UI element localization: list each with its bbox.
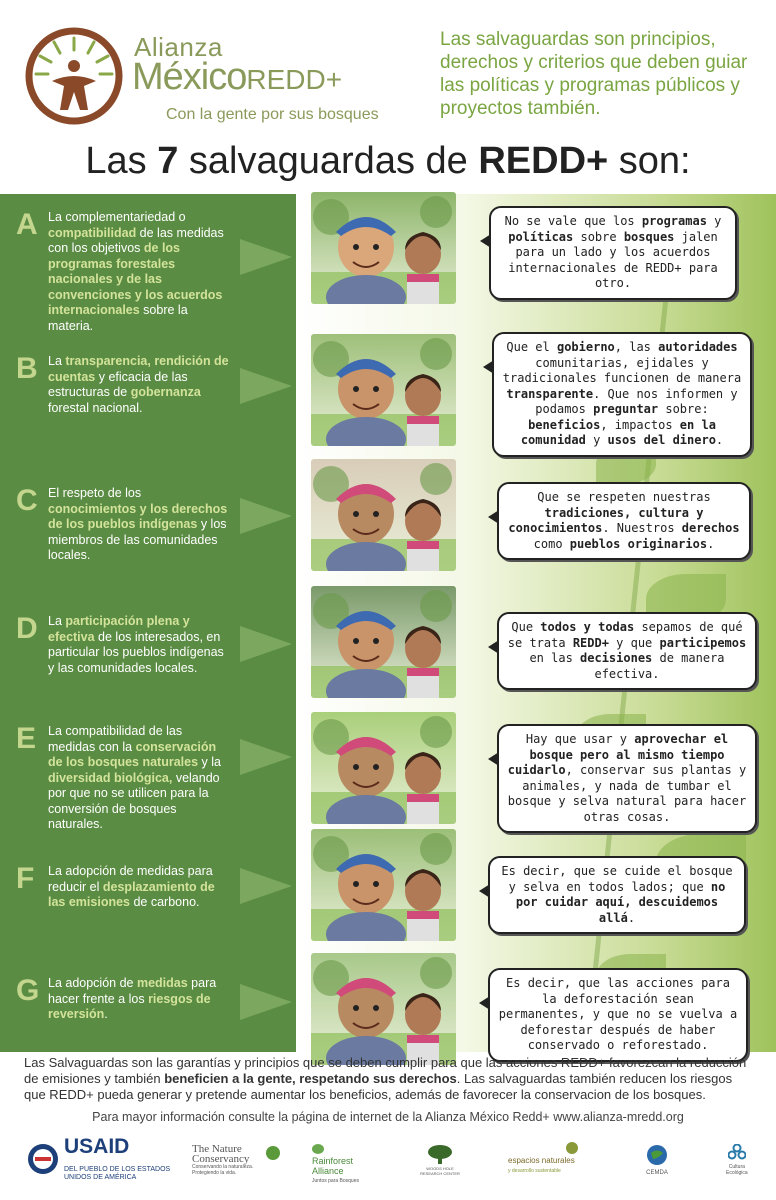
bubble-bold-text: pueblos originarios: [569, 536, 708, 551]
description-text: y los miembros de las comunidades locales.: [48, 517, 227, 562]
bubble-bold-text: preguntar: [593, 402, 659, 416]
frog-icon: [312, 1144, 324, 1154]
character-illustration-icon: [311, 712, 456, 824]
bubble-bold-text: participemos: [659, 635, 747, 650]
en-line2: y desarrollo sustentable: [508, 1168, 561, 1174]
description-text: y eficacia de las estructuras de: [48, 369, 188, 399]
title-strong: REDD+: [478, 140, 609, 182]
arrow-right-icon: [240, 868, 292, 904]
bubble-text: .: [707, 536, 715, 551]
speech-bubble-c: [497, 482, 751, 560]
arrow-right-icon: [240, 984, 292, 1020]
bubble-text: y que: [608, 635, 660, 650]
rainforest-alliance-logo: [312, 1144, 359, 1186]
title-pre: Las: [85, 140, 158, 182]
title-post: son:: [608, 140, 691, 182]
description-highlight: conocimientos y los derechos de los pueblos indígenas: [48, 501, 228, 531]
bubble-bold-text: aprovechar el bosque pero al mismo tiempo cuidarlo: [507, 732, 729, 777]
description-text: La adopción de medidas para reducir el: [48, 864, 213, 894]
bubble-bold-text: programas: [641, 214, 707, 228]
bubble-text: de manera efectiva.: [594, 651, 725, 681]
arrow-right-icon: [240, 368, 292, 404]
character-illustration-icon: [311, 586, 456, 698]
footer-p1-bold: beneficien a la gente, respetando sus derechos: [164, 1071, 457, 1086]
illustration-g: [311, 953, 456, 1065]
cemda-logo: [646, 1144, 668, 1178]
bubble-text: .: [715, 433, 724, 447]
description-text: para hacer frente a los: [48, 976, 217, 1006]
description-text: La complementariedad o: [48, 210, 186, 224]
bubble-text: sepamos de qué se trata: [507, 620, 743, 650]
bubble-bold-text: decisiones: [580, 651, 653, 665]
description-highlight: medidas: [136, 976, 188, 990]
safeguard-description: [48, 354, 230, 416]
bubble-bold-text: bosques: [623, 229, 675, 244]
illustration-f: [311, 829, 456, 941]
description-highlight: conservación de los bosques naturales: [48, 739, 217, 769]
description-highlight: compatibilidad: [48, 225, 137, 240]
speech-bubble-a: [489, 206, 737, 300]
speech-bubble-e: [497, 724, 757, 833]
alianza-logo-icon: [24, 26, 124, 126]
bubble-text: Es decir, que las acciones para la deforestación sean permanentes, y que no se vuelva a deforestar después de haber conservado o reforestado.: [498, 976, 738, 1052]
description-text: La adopción de: [48, 976, 137, 990]
bubble-text: y: [585, 433, 608, 447]
bubble-text: sobre: [573, 229, 624, 244]
character-illustration-icon: [311, 334, 456, 446]
description-text: sobre la materia.: [48, 303, 188, 333]
arrow-right-icon: [240, 239, 292, 275]
ra-line2: Alliance: [312, 1166, 344, 1176]
bubble-bold-text: todos y todas: [540, 620, 635, 634]
intro-text: Las salvaguardas son principios, derechos y criterios que deben guiar las políticas y programas públicos y proyectos también.: [440, 29, 748, 119]
bubble-text: y: [706, 214, 722, 228]
bubble-text: Que el: [506, 340, 557, 354]
header: [0, 0, 776, 135]
en-line1: espacios naturales: [508, 1156, 575, 1165]
footer-p1-end: . Las salvaguardas también reducen los riesgos que REDD+ pueda generar y pretende aumentar los beneficios, además de favorecer la conservacion de los bosques.: [24, 1071, 733, 1102]
bubble-bold-text: gobierno: [556, 340, 615, 354]
illustration-c: [311, 459, 456, 571]
bubble-text: en las: [529, 651, 581, 665]
usaid-name: USAID: [64, 1135, 130, 1158]
brand-mexico: México: [132, 56, 247, 98]
bubble-text: , conservar sus plantas y animales, y nada de tumbar el bosque y selva natural para hacer otras cosas.: [507, 763, 747, 824]
bubble-text: jalen para un lado y los acuerdos internacionales de REDD+ para otro.: [508, 229, 718, 290]
safeguard-description: [48, 210, 230, 334]
title-num: 7: [157, 140, 179, 182]
description-text: de carbono.: [130, 895, 200, 909]
speech-bubble-d: [497, 612, 757, 690]
flower-icon: [728, 1144, 746, 1162]
description-text: forestal nacional.: [48, 400, 143, 415]
bubble-bold-text: transparente: [506, 386, 594, 401]
bubble-bold-text: en la comunidad: [520, 417, 716, 447]
description-text: velando por que no se utilicen para la conversión de bosques naturales.: [48, 770, 220, 831]
cemda-name: CEMDA: [646, 1170, 668, 1176]
ce-line2: Ecológica: [726, 1170, 748, 1176]
bubble-bold-text: tradiciones, cultura y conocimientos: [508, 505, 704, 535]
speech-bubble-b: [492, 332, 752, 457]
bubble-text: .: [627, 910, 636, 925]
description-highlight: transparencia, rendición de cuentas: [48, 354, 229, 384]
safeguard-description: [48, 614, 230, 676]
speech-bubble-tail-icon: [488, 510, 499, 524]
bubble-text: , las: [614, 340, 659, 354]
page-title: [0, 140, 776, 183]
description-text: de los interesados, en particular los pueblos indígenas y las comunidades locales.: [48, 629, 224, 675]
character-illustration-icon: [311, 192, 456, 304]
safeguard-letter: F: [16, 862, 35, 895]
safeguard-description: [48, 976, 230, 1023]
ce-line1: Cultura: [728, 1164, 745, 1170]
espacios-naturales-logo: [508, 1156, 575, 1176]
footer-p1: Las Salvaguardas son las garantías y principios que se deben cumplir para que las acciones REDD+ favorezcan la reducción de emisiones y también: [24, 1055, 747, 1086]
bubble-text: . Nuestros: [602, 521, 682, 535]
bubble-text: Hay que usar y: [525, 732, 635, 746]
safeguard-description: [48, 724, 230, 833]
bubble-text: , impactos: [600, 417, 680, 432]
usaid-seal-icon: [26, 1142, 60, 1176]
bubble-bold-text: REDD+: [572, 635, 609, 650]
description-text: La: [48, 614, 66, 628]
character-illustration-icon: [311, 829, 456, 941]
bubble-text: como: [533, 536, 570, 551]
partner-logos: [0, 1135, 776, 1190]
illustration-d: [311, 586, 456, 698]
safeguard-letter: E: [16, 722, 37, 755]
safeguard-description: [48, 864, 230, 911]
more-info-link[interactable]: Para mayor información consulte la página de internet de la Alianza México Redd+ www.alianza-mredd.org: [92, 1110, 684, 1124]
bubble-bold-text: beneficios: [528, 417, 601, 432]
bubble-text: No se vale que los: [504, 214, 642, 228]
description-text: El respeto de los: [48, 486, 142, 500]
whrc-name: WOODS HOLE RESEARCH CENTER: [420, 1166, 460, 1176]
description-highlight: riesgos de reversión: [48, 991, 211, 1021]
arrow-right-icon: [240, 739, 292, 775]
safeguard-letter: A: [16, 208, 38, 241]
globe-icon: [646, 1144, 668, 1166]
speech-bubble-tail-icon: [488, 752, 499, 766]
bubble-text: sobre:: [658, 402, 709, 416]
description-highlight: diversidad biológica,: [48, 770, 173, 785]
brand-redd: REDD+: [246, 64, 343, 95]
usaid-sub: DEL PUEBLO DE LOS ESTADOS UNIDOS DE AMÉRICA: [64, 1166, 171, 1181]
safeguard-letter: D: [16, 612, 38, 645]
description-text: La compatibilidad de las medidas con la: [48, 724, 183, 754]
speech-bubble-tail-icon: [488, 640, 499, 654]
arrow-right-icon: [240, 498, 292, 534]
character-illustration-icon: [311, 953, 456, 1065]
bubble-bold-text: derechos: [681, 521, 740, 535]
ra-sub: Juntos para Bosques: [312, 1178, 359, 1184]
bubble-bold-text: autoridades: [658, 340, 738, 354]
bubble-text: comunitarias, ejidales y tradicionales funcionen de manera: [502, 355, 742, 385]
bubble-text: . Que nos informen y podamos: [535, 386, 738, 416]
illustration-a: [311, 192, 456, 304]
speech-bubble-f: [488, 856, 746, 934]
arrow-right-icon: [240, 626, 292, 662]
safeguard-letter: G: [16, 974, 40, 1007]
speech-bubble-g: [488, 968, 748, 1062]
description-text: La: [48, 354, 66, 368]
illustration-b: [311, 334, 456, 446]
bubble-text: Que se respeten nuestras: [537, 490, 711, 504]
illustration-e: [311, 712, 456, 824]
whrc-logo: [418, 1144, 462, 1176]
title-mid: salvaguardas de: [178, 140, 479, 182]
brand-tagline: Con la gente por sus bosques: [166, 106, 379, 123]
safeguard-letter: C: [16, 484, 38, 517]
bubble-text: Que: [511, 620, 541, 634]
safeguard-letter: B: [16, 352, 38, 385]
character-illustration-icon: [311, 459, 456, 571]
description-text: y la: [198, 755, 221, 769]
speech-bubble-tail-icon: [483, 360, 494, 374]
tnc-line1: The Nature: [192, 1143, 242, 1155]
description-highlight: participación plena y efectiva: [48, 614, 190, 644]
tree-icon: [427, 1144, 453, 1164]
description-text: .: [104, 1007, 108, 1021]
bubble-text: Es decir, que se cuide el bosque y selva en todos lados; que: [501, 864, 733, 894]
speech-bubble-tail-icon: [480, 234, 491, 248]
description-text: de las medidas con los objetivos: [48, 225, 224, 255]
speech-bubble-tail-icon: [479, 996, 490, 1010]
en-leaf-icon: [566, 1142, 578, 1154]
tnc-logo: [192, 1144, 262, 1176]
footer-text: [24, 1055, 754, 1103]
bubble-bold-text: usos del dinero: [607, 433, 716, 447]
ra-line1: Rainforest: [312, 1156, 354, 1166]
cultura-ecologica-logo: [726, 1144, 748, 1176]
speech-bubble-tail-icon: [479, 884, 490, 898]
brand-line2: [132, 56, 342, 99]
description-highlight: de los programas forestales nacionales y de las convenciones y los acuerdos internacionales: [48, 241, 223, 317]
tnc-line2: Conservancy: [192, 1153, 250, 1165]
tnc-sub: Conservando la naturaleza. Protegiendo la vida.: [192, 1164, 254, 1176]
tnc-leaf-icon: [266, 1146, 280, 1160]
safeguard-description: [48, 486, 230, 564]
description-highlight: desplazamiento de las emisiones: [48, 879, 215, 909]
bubble-bold-text: no por cuidar aquí, descuidemos allá: [515, 879, 726, 925]
brand-line1: Alianza: [134, 32, 223, 62]
bubble-bold-text: políticas: [508, 229, 574, 244]
description-highlight: gobernanza: [130, 385, 201, 399]
